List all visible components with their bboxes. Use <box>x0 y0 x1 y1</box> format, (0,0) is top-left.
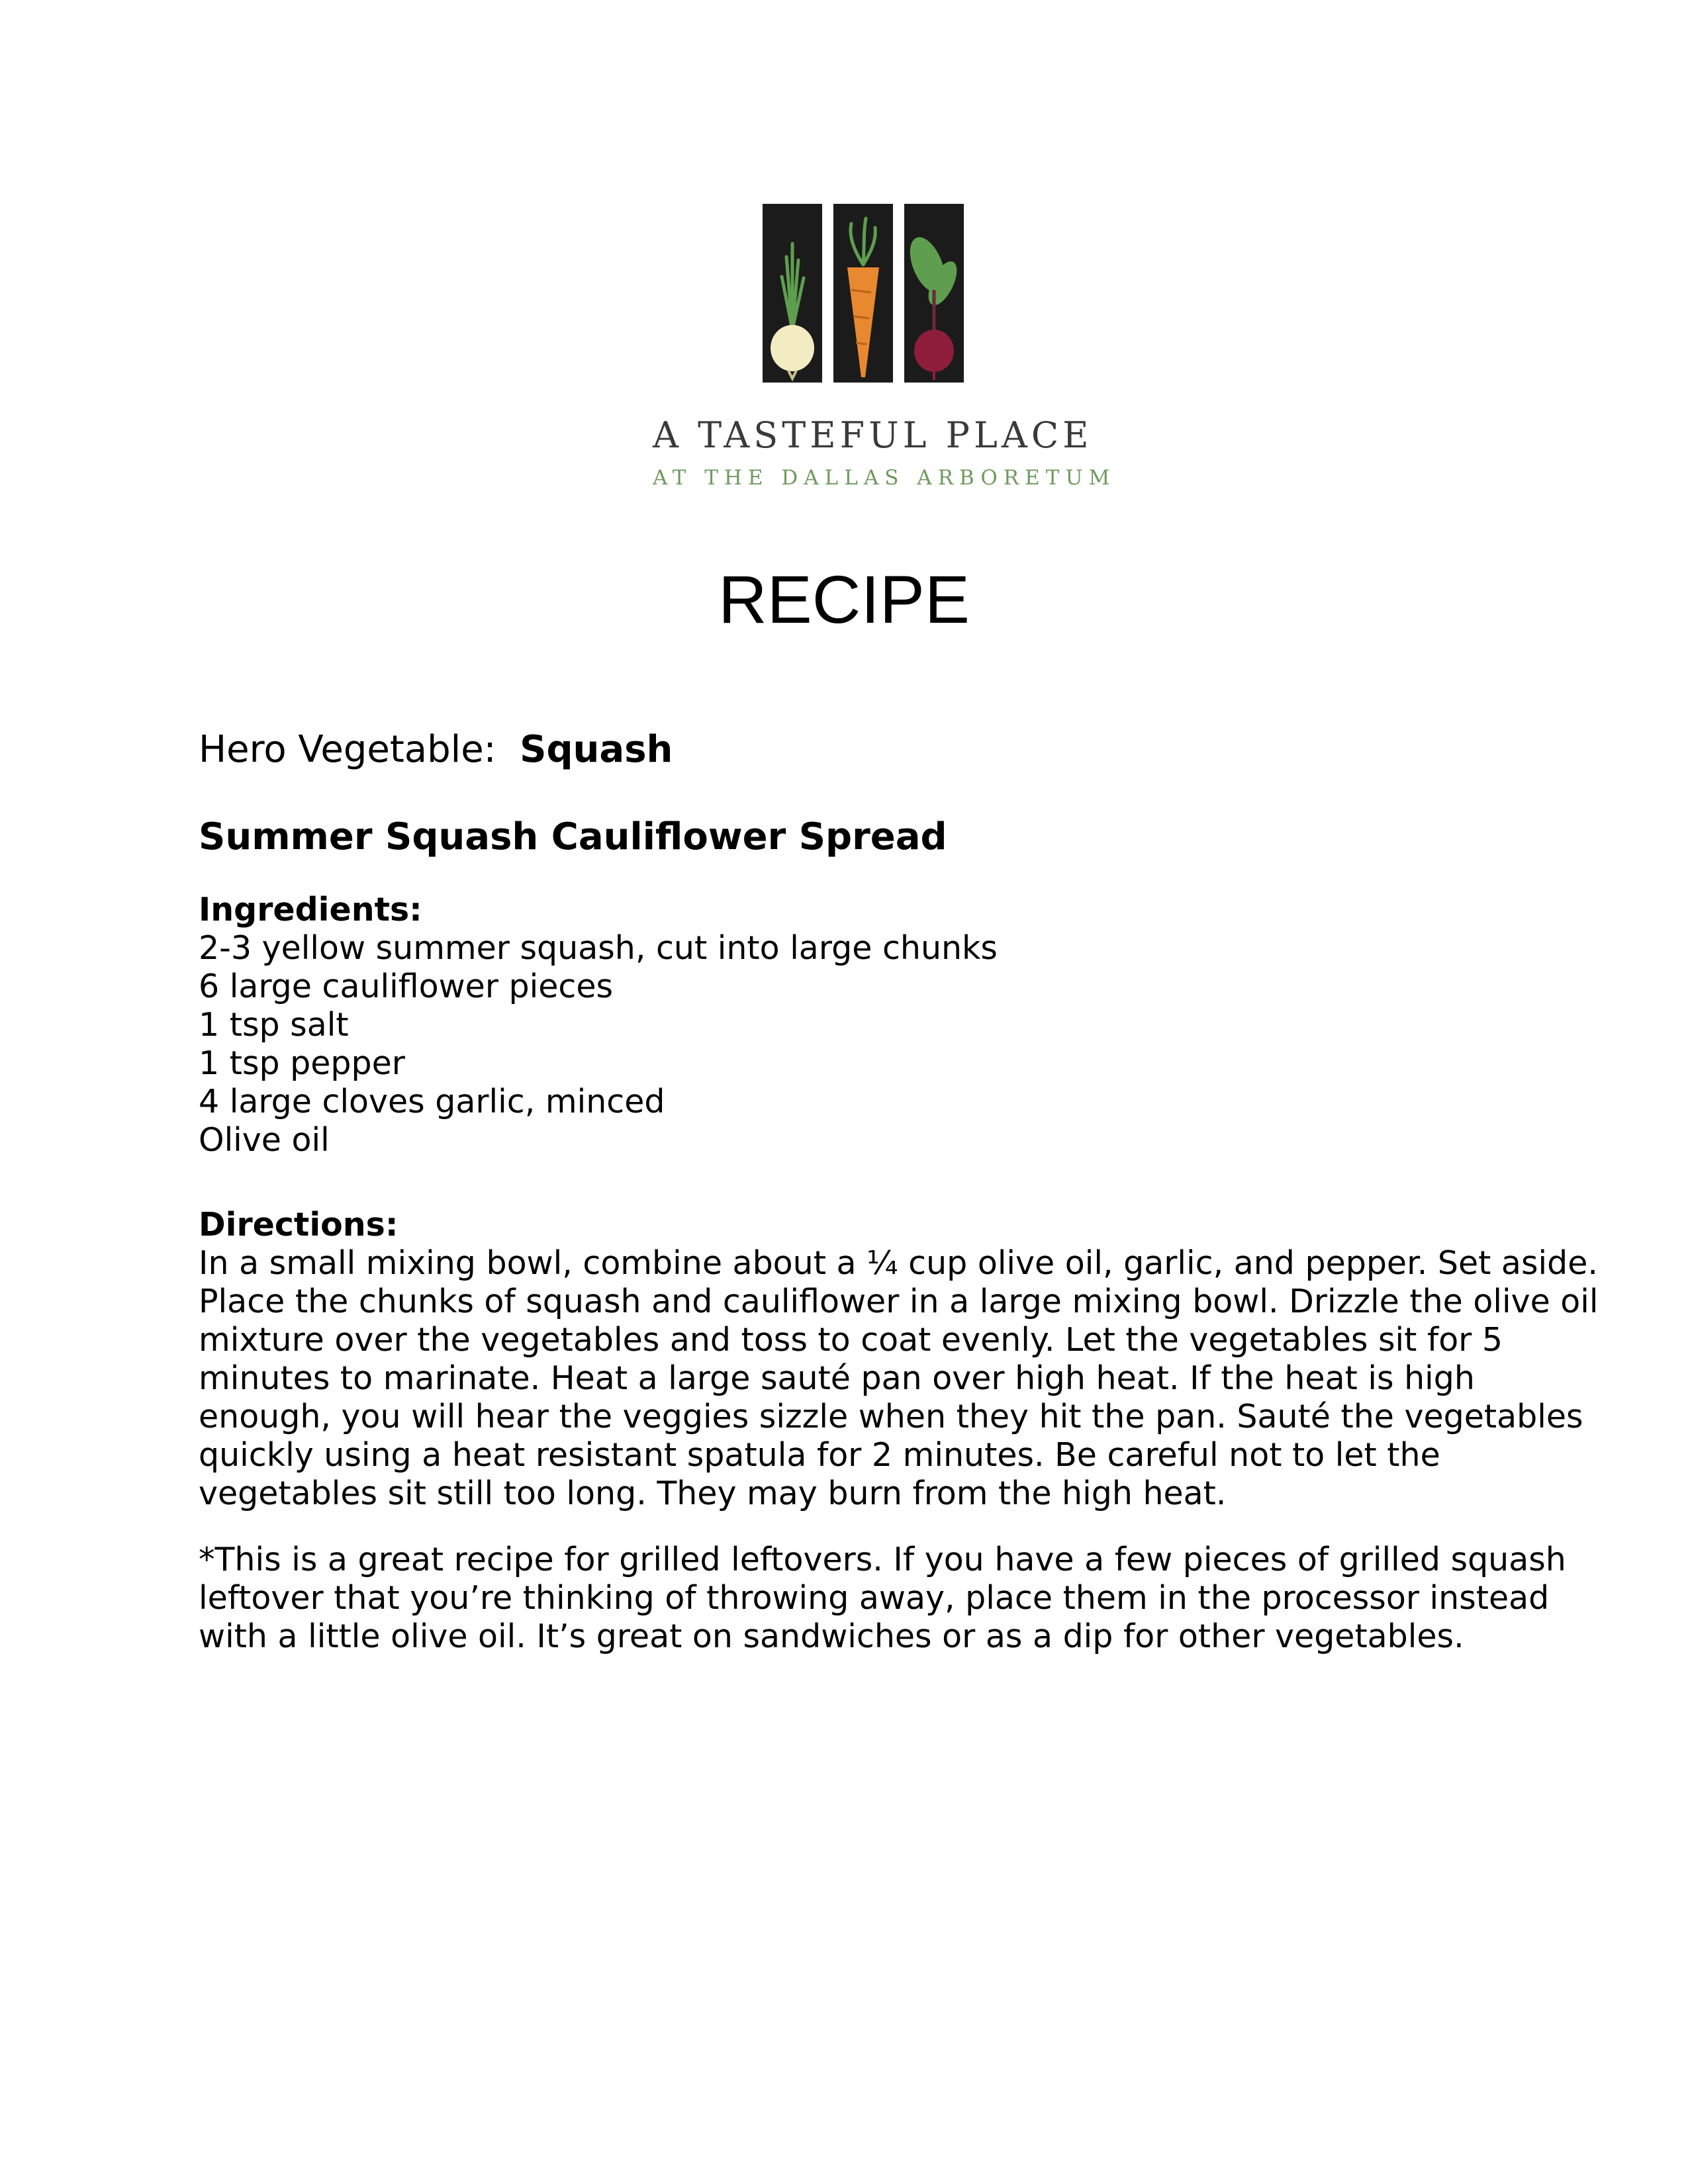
note-line: with a little olive oil. It’s great on sandwiches or as a dip for other vegetables. <box>199 1617 1464 1655</box>
directions-line: vegetables sit still too long. They may burn from the high heat. <box>199 1475 1227 1512</box>
vegetable-panels-icon <box>653 204 1074 402</box>
hero-vegetable <box>199 728 673 772</box>
ingredient-item: Olive oil <box>199 1121 330 1159</box>
ingredient-item: 1 tsp pepper <box>199 1044 405 1082</box>
logo-name: A TASTEFUL PLACE <box>653 414 1093 456</box>
directions-line: mixture over the vegetables and toss to coat evenly. Let the vegetables sit for 5 <box>199 1321 1503 1359</box>
page-title: RECIPE <box>718 562 970 637</box>
recipe-note <box>199 1541 1566 1656</box>
directions-line: In a small mixing bowl, combine about a ¼ cup olive oil, garlic, and pepper. Set aside. <box>199 1244 1598 1282</box>
logo-subtitle: AT THE DALLAS ARBORETUM <box>653 466 1116 490</box>
ingredient-item: 4 large cloves garlic, minced <box>199 1083 665 1120</box>
hero-vegetable-value: Squash <box>520 728 673 771</box>
ingredient-item: 1 tsp salt <box>199 1006 349 1044</box>
directions-heading: Directions: <box>199 1206 399 1244</box>
directions-line: minutes to marinate. Heat a large sauté pan over high heat. If the heat is high <box>199 1359 1475 1397</box>
directions-line: Place the chunks of squash and cauliflower in a large mixing bowl. Drizzle the olive oil <box>199 1283 1599 1320</box>
recipe-title: Summer Squash Cauliflower Spread <box>199 815 947 858</box>
directions-line: quickly using a heat resistant spatula for 2 minutes. Be careful not to let the <box>199 1436 1440 1474</box>
ingredient-item: 6 large cauliflower pieces <box>199 968 614 1005</box>
ingredients-heading: Ingredients: <box>199 891 422 929</box>
note-line: *This is a great recipe for grilled leftovers. If you have a few pieces of grilled squash <box>199 1541 1566 1578</box>
directions-section <box>199 1206 1599 1513</box>
directions-line: enough, you will hear the veggies sizzle when they hit the pan. Sauté the vegetables <box>199 1398 1583 1435</box>
note-line: leftover that you’re thinking of throwing away, place them in the processor instead <box>199 1579 1550 1617</box>
hero-vegetable-label: Hero Vegetable: <box>199 728 496 771</box>
restaurant-logo <box>653 204 1116 495</box>
ingredient-item: 2-3 yellow summer squash, cut into large chunks <box>199 929 998 967</box>
ingredients-section <box>199 891 1523 1160</box>
ingredients-list <box>199 929 1523 1160</box>
